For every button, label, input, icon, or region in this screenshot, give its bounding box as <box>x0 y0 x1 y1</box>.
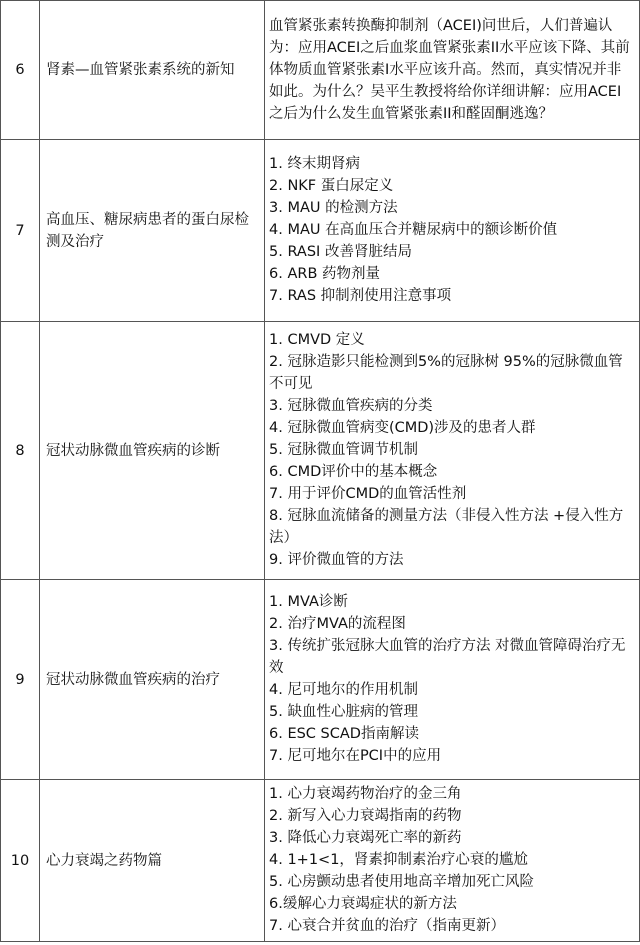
list-item: 7. 尼可地尔在PCI中的应用 <box>269 748 442 764</box>
list-item: 4. 冠脉微血管病变(CMD)涉及的患者人群 <box>269 420 536 436</box>
list-item: 2. 新写入心力衰竭指南的药物 <box>269 808 462 824</box>
list-item: 5. 心房颤动患者使用地高辛增加死亡风险 <box>269 874 534 890</box>
row-item-list <box>265 140 640 322</box>
list-item: 4. 尼可地尔的作用机制 <box>269 682 418 698</box>
list-item: 6. CMD评价中的基本概念 <box>269 464 438 480</box>
row-item-list <box>265 780 640 942</box>
description-paragraph: 血管紧张素转换酶抑制剂（ACEI)问世后，人们普遍认为：应用ACEI之后血浆血管紧张素II水平应该下降、其前体物质血管紧张素I水平应该升高。然而，真实情况并非如此。为什么？吴平生教授将给你详细讲解：应用ACEI之后为什么发生血管紧张素II和醛固酮逃逸？ <box>269 17 630 122</box>
row-item-list <box>265 580 640 780</box>
list-item: 9. 评价微血管的方法 <box>269 552 404 568</box>
list-item: 6. ESC SCAD指南解读 <box>269 726 419 742</box>
list-item: 4. 1+1<1，肾素抑制素治疗心衰的尴尬 <box>269 852 528 868</box>
row-title: 心力衰竭之药物篇 <box>40 780 265 942</box>
list-item: 6. ARB 药物剂量 <box>269 266 380 282</box>
list-item: 3. 传统扩张冠脉大血管的治疗方法 对微血管障碍治疗无效 <box>269 638 626 676</box>
row-title: 肾素—血管紧张素系统的新知 <box>40 1 265 140</box>
list-item: 5. 冠脉微血管调节机制 <box>269 442 418 458</box>
row-item-list <box>265 322 640 580</box>
list-item: 7. 心衰合并贫血的治疗（指南更新） <box>269 918 505 934</box>
row-number: 7 <box>1 140 40 322</box>
table-row <box>1 140 640 322</box>
row-title: 冠状动脉微血管疾病的治疗 <box>40 580 265 780</box>
list-item: 6.缓解心力衰竭症状的新方法 <box>269 896 457 912</box>
row-number: 10 <box>1 780 40 942</box>
list-item: 3. MAU 的检测方法 <box>269 200 398 216</box>
list-item: 4. MAU 在高血压合并糖尿病中的额诊断价值 <box>269 222 558 238</box>
table-row <box>1 322 640 580</box>
table-row <box>1 1 640 140</box>
list-item: 8. 冠脉血流储备的测量方法（非侵入性方法 +侵入性方法） <box>269 508 624 546</box>
table-row <box>1 580 640 780</box>
list-item: 3. 冠脉微血管疾病的分类 <box>269 398 433 414</box>
row-number: 8 <box>1 322 40 580</box>
row-title: 高血压、糖尿病患者的蛋白尿检测及治疗 <box>40 140 265 322</box>
list-item: 1. 心力衰竭药物治疗的金三角 <box>269 786 462 802</box>
list-item: 2. 治疗MVA的流程图 <box>269 616 406 632</box>
list-item: 5. RASI 改善肾脏结局 <box>269 244 412 260</box>
row-title: 冠状动脉微血管疾病的诊断 <box>40 322 265 580</box>
list-item: 3. 降低心力衰竭死亡率的新药 <box>269 830 462 846</box>
list-item: 7. RAS 抑制剂使用注意事项 <box>269 288 452 304</box>
list-item: 1. CMVD 定义 <box>269 332 365 348</box>
row-number: 9 <box>1 580 40 780</box>
row-description <box>265 1 640 140</box>
list-item: 1. 终末期肾病 <box>269 156 360 172</box>
list-item: 2. 冠脉造影只能检测到5%的冠脉树 95%的冠脉微血管不可见 <box>269 354 623 392</box>
row-number: 6 <box>1 1 40 140</box>
list-item: 7. 用于评价CMD的血管活性剂 <box>269 486 467 502</box>
list-item: 5. 缺血性心脏病的管理 <box>269 704 418 720</box>
list-item: 2. NKF 蛋白尿定义 <box>269 178 394 194</box>
table-row <box>1 780 640 942</box>
list-item: 1. MVA诊断 <box>269 594 348 610</box>
